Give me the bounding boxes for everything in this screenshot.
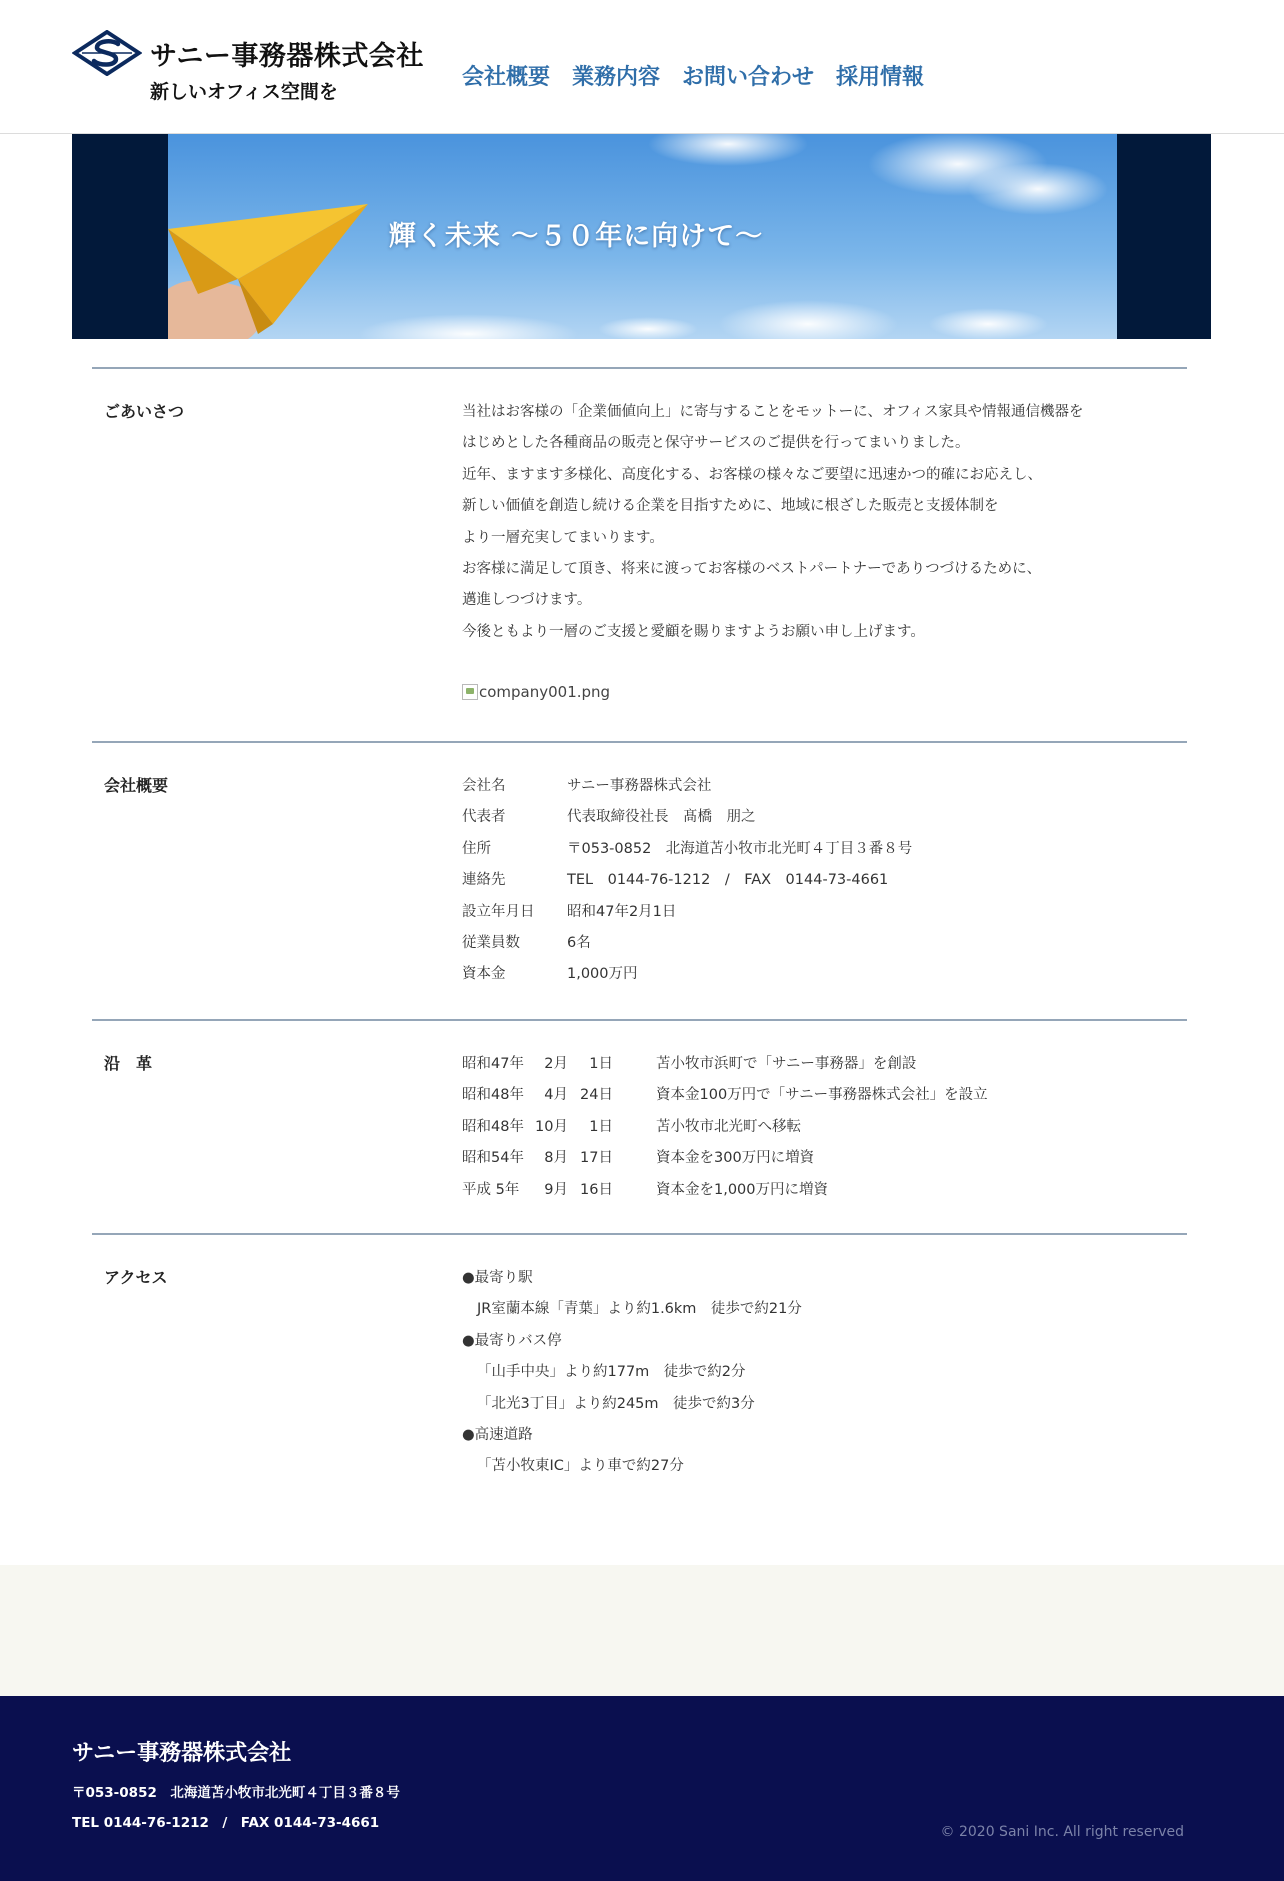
section-overview [92,741,1187,1021]
site-logo[interactable] [72,28,422,104]
history-event: 資本金を300万円に増資 [656,1150,815,1167]
row-key: 従業員数 [462,934,520,951]
nav-contact[interactable]: お問い合わせ [682,65,815,90]
hero-banner [72,134,1211,339]
footer-copyright: © 2020 Sani Inc. All right reserved [940,1824,1184,1840]
access-heading: ●最寄りバス停 [462,1332,562,1349]
history-year: 昭和47年 [462,1056,524,1072]
row-key: 住所 [462,840,491,857]
paragraph-line: 近年、ますます多様化、高度化する、お客様の様々なご要望に迅速かつ的確にお応えし、 [462,466,1042,483]
table-row [462,802,1162,833]
row-value: 代表取締役社長 髙橋 朋之 [567,809,756,826]
row-value: 1,000万円 [567,966,638,983]
row-key: 代表者 [462,809,506,826]
section-label: アクセス [104,1268,168,1287]
paragraph-line: お客様に満足して頂き、将来に渡ってお客様のベストパートナーでありつづけるために、 [462,560,1042,577]
section-access [92,1233,1187,1523]
overview-table [462,771,1162,991]
company-name: サニー事務器株式会社 [150,41,424,72]
history-event: 資本金100万円で「サニー事務器株式会社」を設立 [656,1087,988,1104]
paragraph-line: 邁進しつづけます。 [462,592,592,609]
history-event: 苫小牧市浜町で「サニー事務器」を創設 [656,1056,917,1072]
access-detail: JR室蘭本線「青葉」より約1.6km 徒歩で約21分 [477,1301,802,1318]
history-row [462,1175,1162,1206]
history-table [462,1049,1162,1206]
section-label: 沿 革 [104,1054,153,1073]
row-value: 昭和47年2月1日 [567,903,677,920]
broken-image-icon [462,684,478,700]
access-heading: ●高速道路 [462,1426,533,1443]
access-info [462,1263,1162,1483]
history-day: 1日 [589,1118,613,1135]
prefooter-band [0,1565,1284,1696]
paragraph-line: 今後ともより一層のご支援と愛顧を賜りますようお願い申し上げます。 [462,623,925,640]
row-key: 設立年月日 [462,903,535,920]
broken-company-image [462,680,1162,704]
greeting-text [462,397,1162,704]
main-nav [462,60,924,91]
history-day: 16日 [580,1181,613,1198]
history-month: 10月 [535,1118,568,1135]
nav-company-overview[interactable]: 会社概要 [462,65,551,90]
nav-services[interactable]: 業務内容 [572,65,661,90]
row-key: 資本金 [462,966,506,983]
company-tagline: 新しいオフィス空間を [150,81,338,103]
access-detail: 「北光3丁目」より約245m 徒歩で約3分 [477,1395,755,1412]
row-key: 会社名 [462,778,506,794]
footer-address: 〒053-0852 北海道苫小牧市北光町４丁目３番８号 [72,1785,400,1801]
table-row [462,834,1162,865]
section-history [92,1019,1187,1235]
hero-image [168,134,1117,339]
table-row [462,865,1162,896]
paragraph-line: はじめとした各種商品の販売と保守サービスのご提供を行ってまいりました。 [462,435,970,452]
table-row [462,771,1162,802]
company-logo-icon [72,30,142,76]
table-row [462,928,1162,959]
access-detail: 「苫小牧東IC」より車で約27分 [477,1458,684,1475]
history-row [462,1049,1162,1080]
image-alt-text: company001.png [479,683,611,702]
access-detail: 「山手中央」より約177m 徒歩で約2分 [477,1364,746,1381]
section-greeting [92,367,1187,743]
footer-tel-fax: TEL 0144-76-1212 / FAX 0144-73-4661 [72,1815,380,1831]
row-key: 連絡先 [462,872,506,889]
section-label: ごあいさつ [104,402,185,421]
history-day: 1日 [589,1056,613,1072]
row-value: TEL 0144-76-1212 / FAX 0144-73-4661 [567,872,889,889]
history-month: 9月 [544,1181,568,1198]
site-footer [0,1696,1284,1881]
history-row [462,1112,1162,1143]
history-day: 24日 [580,1087,613,1104]
footer-company-name: サニー事務器株式会社 [72,1741,292,1766]
paragraph-line: より一層充実してまいります。 [462,529,664,546]
table-row [462,959,1162,990]
table-row [462,897,1162,928]
history-year: 昭和48年 [462,1118,524,1135]
history-day: 17日 [580,1150,613,1167]
access-heading: ●最寄り駅 [462,1270,533,1286]
row-value: サニー事務器株式会社 [567,778,712,794]
section-label: 会社概要 [104,776,169,795]
history-row [462,1080,1162,1111]
paragraph-line: 当社はお客様の「企業価値向上」に寄与することをモットーに、オフィス家具や情報通信機器を [462,404,1084,420]
hero-title: 輝く未来 ～５０年に向けて～ [388,221,764,252]
history-month: 2月 [544,1056,568,1072]
history-year: 昭和54年 [462,1150,524,1167]
site-header [0,0,1284,134]
history-year: 平成 5年 [462,1181,520,1198]
history-row [462,1143,1162,1174]
history-year: 昭和48年 [462,1087,524,1104]
history-month: 4月 [544,1087,568,1104]
row-value: 〒053-0852 北海道苫小牧市北光町４丁目３番８号 [567,840,913,857]
row-value: 6名 [567,934,591,951]
history-event: 苫小牧市北光町へ移転 [656,1118,801,1135]
nav-recruit[interactable]: 採用情報 [836,65,925,90]
history-month: 8月 [544,1150,568,1167]
history-event: 資本金を1,000万円に増資 [656,1181,829,1198]
paragraph-line: 新しい価値を創造し続ける企業を目指すために、地域に根ざした販売と支援体制を [462,498,999,515]
